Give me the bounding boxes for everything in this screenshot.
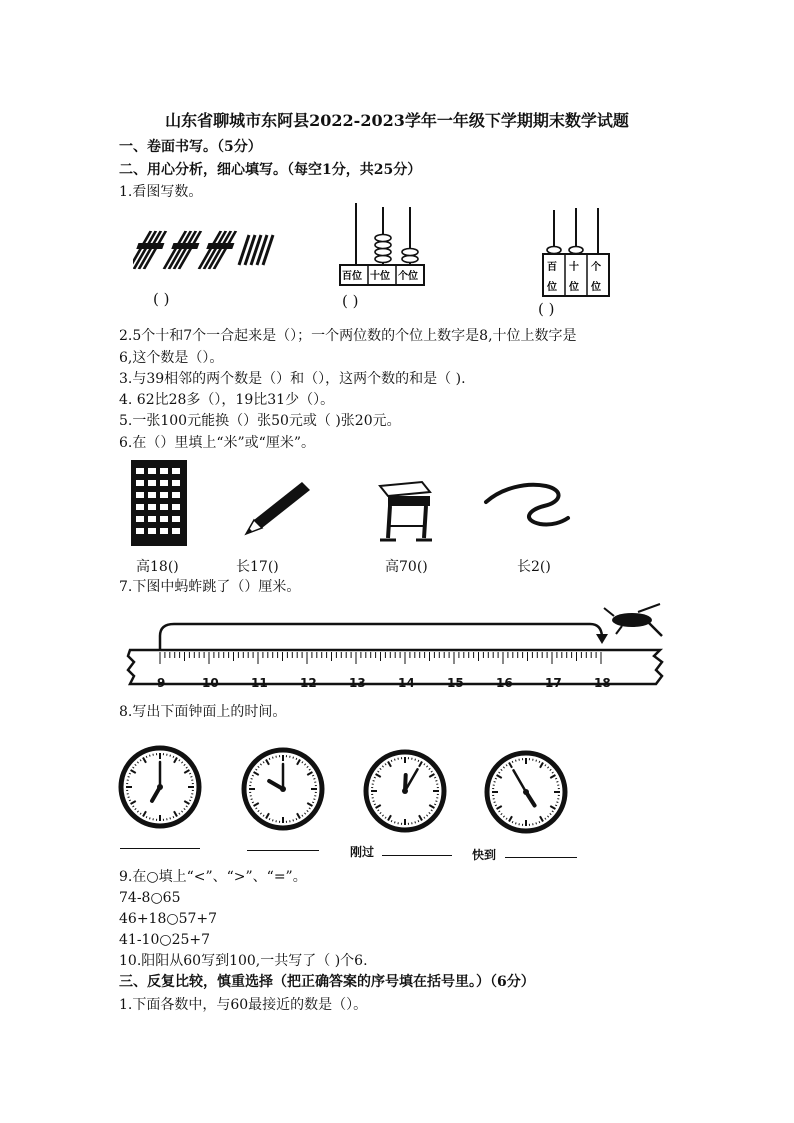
- question-7: 7.下图中蚂蚱跳了（）厘米。: [119, 579, 301, 595]
- clock-face: [241, 747, 325, 831]
- abacus-2-label-tens-1: 十: [569, 262, 579, 273]
- ruler-number: 9: [157, 676, 166, 690]
- abacus-2-label-ones-2: 位: [591, 282, 601, 293]
- caption-pencil: 长17(): [236, 559, 279, 575]
- question-2-line-2: 6,这个数是（）。: [119, 350, 224, 366]
- question-1: 1.看图写数。: [119, 184, 203, 200]
- abacus-2-label-hundreds-2: 位: [547, 282, 557, 293]
- answer-paren-1: ( ): [153, 290, 170, 308]
- abacus-1-label-tens: 十位: [370, 271, 390, 282]
- desk-image: [374, 478, 434, 544]
- abacus-1-image: [338, 203, 428, 287]
- ruler-number: 13: [349, 676, 366, 690]
- ruler-number: 11: [251, 676, 268, 690]
- question-5: 5.一张100元能换（）张50元或（ )张20元。: [119, 413, 401, 429]
- page-title: 山东省聊城市东阿县2022-2023学年一年级下学期期末数学试题: [165, 111, 629, 130]
- section-3-heading: 三、反复比较，慎重选择（把正确答案的序号填在括号里。）（6分）: [119, 974, 535, 990]
- ruler-number: 12: [300, 676, 317, 690]
- ruler-number: 15: [447, 676, 464, 690]
- question-8: 8.写出下面钟面上的时间。: [119, 704, 287, 720]
- pencil-image: [240, 478, 314, 538]
- grasshopper-icon: [604, 604, 662, 636]
- clock-face: [363, 749, 447, 833]
- clock-answer-line-1: [120, 848, 200, 849]
- caption-building: 高18(): [136, 559, 179, 575]
- caption-desk: 高70(): [385, 559, 428, 575]
- section-2-heading: 二、用心分析，细心填写。（每空1分，共25分）: [119, 162, 422, 178]
- question-9-a: 74-8○65: [119, 890, 181, 906]
- section-1-heading: 一、卷面书写。（5分）: [119, 139, 262, 155]
- question-3: 3.与39相邻的两个数是（）和（），这两个数的和是（ ).: [119, 371, 466, 387]
- abacus-2-label-tens-2: 位: [569, 282, 579, 293]
- clock-label-almost: 快到: [472, 848, 497, 862]
- caption-rope: 长2(): [517, 559, 551, 575]
- ruler-number: 16: [496, 676, 513, 690]
- question-9: 9.在○填上“<”、“>”、“=”。: [119, 869, 307, 885]
- stick-bundles-image: [133, 225, 278, 277]
- question-2-line-1: 2.5个十和7个一合起来是（）；一个两位数的个位上数字是8,十位上数字是: [119, 328, 577, 344]
- clock-face: [484, 750, 568, 834]
- question-9-c: 41-10○25+7: [119, 932, 211, 948]
- section-3-question-1: 1.下面各数中，与60最接近的数是（）。: [119, 997, 368, 1013]
- rope-image: [482, 480, 572, 530]
- abacus-2-label-ones-1: 个: [591, 262, 601, 273]
- abacus-1-label-ones: 个位: [398, 271, 418, 282]
- answer-paren-3: ( ): [538, 300, 555, 318]
- clock-answer-line-2: [247, 850, 319, 851]
- building-image: [128, 456, 190, 548]
- answer-paren-2: ( ): [342, 292, 359, 310]
- question-9-b: 46+18○57+7: [119, 911, 218, 927]
- question-4: 4. 62比28多（），19比31少（）。: [119, 392, 335, 408]
- abacus-1-label-hundreds: 百位: [342, 271, 362, 282]
- ruler-number: 14: [398, 676, 415, 690]
- ruler-number: 18: [594, 676, 611, 690]
- ruler-number: 17: [545, 676, 562, 690]
- abacus-2-image: [540, 206, 614, 298]
- question-10: 10.阳阳从60写到100,一共写了（ )个6.: [119, 953, 368, 969]
- ruler-number: 10: [202, 676, 219, 690]
- clock-label-just-past: 刚过: [350, 845, 375, 859]
- clock-face: [118, 745, 202, 829]
- abacus-2-label-hundreds-1: 百: [547, 262, 557, 273]
- clock-answer-line-3: [382, 855, 452, 856]
- clock-answer-line-4: [505, 857, 577, 858]
- question-6: 6.在（）里填上“米”或“厘米”。: [119, 435, 315, 451]
